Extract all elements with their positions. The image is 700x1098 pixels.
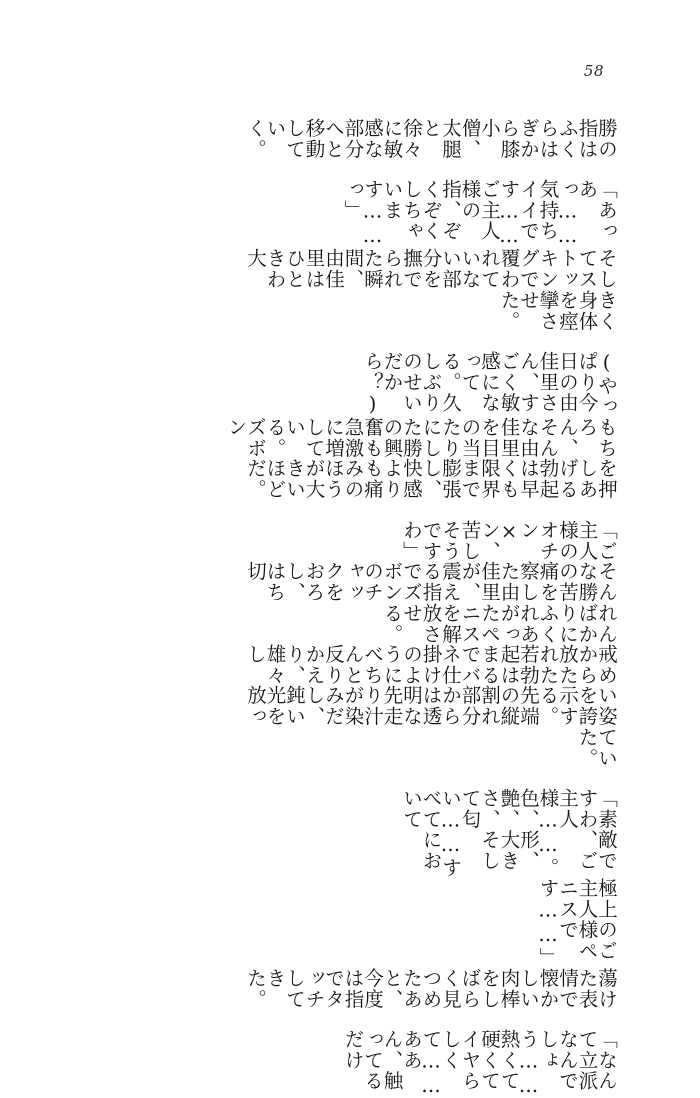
text-column-with-ruby: 極上のご主人様ペニスです……」 [536,877,618,968]
text-column: を押しあげる勃起は早くも限界まで膨張し、快感よりも痛みのほうが大きいほどだ。 [244,458,618,500]
text-column: 「ご主人様のオチン×ン、苦しそうですわ」 [400,519,618,562]
text-column: 「なんて立派なんでしょう……熱くて硬くてイヤらしくて……ああん、触ってるだけ [341,1029,618,1098]
text-column: ていた。 [575,726,618,769]
text-column: れんばかりにふくれあがったペニスを解放させる。 [380,602,618,644]
text-column: 蕩けた表情で懐かしい肉棒をしばらく見つめたあと、今度は指でタッチしてきた。 [244,967,618,1010]
vertical-text-body [70,118,618,1098]
text-column: きく身体を痙攣させた。 [497,289,618,332]
text-column: 戒めから放たれた若勃起はまるでバネ仕掛けのようにべちんと反りかえり、雄々し [244,643,618,686]
page-number: 58 [583,62,604,80]
text-column: 勝の指はふくらはぎから膝小僧、太腿と徐々に敏感な部分へと移動していく。 [244,118,618,160]
text-column: そんな勝の苦痛を察した由佳里が、震える指でズボンのチャックをおろし、はち切 [244,561,618,603]
text-column: 「あっあっ……気持ちイイです……ご主人様の指、ぞくぞくしちゃいます……っ」 [341,179,618,249]
text-column: い姿を誇示する。先端の縦割れ部分からは透明な先走り汁が染みだし、鈍い光を放っ [244,685,618,727]
text-column: そしてストッキングで覆われていない部分を撫でられた瞬間、由佳里はひときわ大 [244,248,618,290]
text-column: (やっぱり今日の由佳里さん、すごく敏感になってる。久しぶりのせいだから？) [361,351,618,417]
text-column: もちろん、そんな由佳里を目の当たりにした勝の興奮も急激に増している。ズボン [224,416,618,459]
text-column: 「素敵ですわ、ご主人様……。色、形、艶、大きさ、そして匂い……すべてにおいて [400,788,618,878]
